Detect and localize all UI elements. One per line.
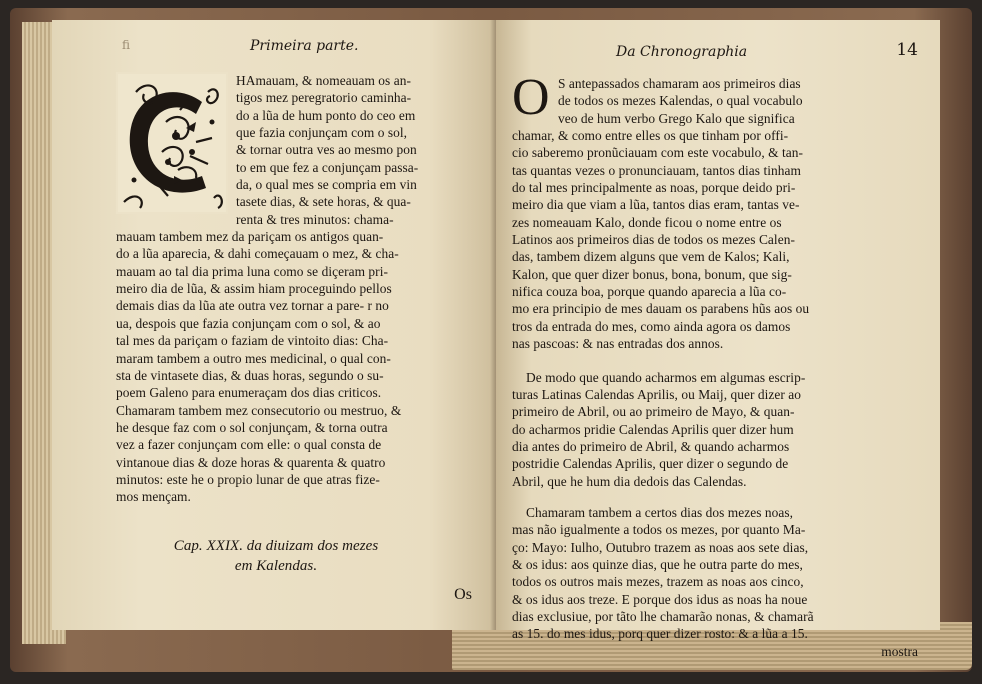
chapter-heading (116, 536, 476, 576)
right-paragraph-1 (512, 69, 922, 353)
text-line: do a lũa de hum ponto do ceo em (236, 107, 416, 123)
text-line: mauam tambem mez da pariçam os antigos quan- (116, 229, 384, 245)
text-line: poem Galeno para enumeraçam dos dias criticos. (116, 385, 382, 401)
text-line: to em que fez a conjunçam passa- (236, 159, 419, 175)
right-page (496, 20, 940, 659)
text-line: De modo que quando acharmos em algumas escrip- (526, 369, 806, 385)
text-line: do acharmos pridie Calendas Aprilis quer dizer hum (512, 421, 794, 437)
text-line: HAmauam, & nomeauam os an- (236, 73, 411, 88)
text-line: ço: Mayo: Iulho, Outubro trazem as noas aos sete dias, (512, 539, 809, 555)
right-paragraph-3 (512, 504, 922, 643)
text-line: Abril, que he hum dia dedois das Calendas. (512, 473, 747, 489)
left-body-text (116, 72, 476, 603)
text-line: mas não igualmente a todos os mezes, por quanto Ma- (512, 522, 806, 538)
text-line: das, tambem dizem alguns que vem de Kalos; Kali, (512, 249, 790, 265)
text-line: sta de vintasete dias, & duas horas, segundo o su- (116, 367, 384, 383)
right-body-text (512, 69, 922, 660)
text-line: maram tambem a outro mes medicinal, o qual con- (116, 350, 391, 366)
text-line: vintanoue dias & doze horas & quarenta & quatro (116, 454, 386, 470)
text-line: veo de hum verbo Grego Kalo que significa (558, 110, 795, 126)
text-line: do tal mes principalmente as noas, porque deido pri- (512, 180, 796, 196)
right-running-title: Da Chronographia (616, 44, 748, 60)
text-line: & os idus: aos quinze dias, que he outra parte do mes, (512, 556, 803, 572)
text-line: he desque faz com o sol conjunçam, & torna outra (116, 419, 388, 435)
text-line: do a lũa aparecia, & dahi começauam o mez, & cha- (116, 246, 399, 262)
left-page (52, 20, 496, 630)
right-catchword: mostra (881, 643, 918, 659)
text-line: turas Latinas Calendas Aprilis, ou Maij, quer dizer ao (512, 386, 802, 402)
text-line: tros da entrada do mes, como ainda agora os damos (512, 318, 791, 334)
text-line: Latinos aos primeiros dias de todos os mezes Calen- (512, 232, 795, 248)
text-line: de todos os mezes Kalendas, o qual vocabulo (558, 93, 803, 109)
left-running-title: Primeira parte. (250, 38, 359, 54)
text-line: dia antes do primeiro de Abril, & quando acharmos (512, 438, 790, 454)
text-line: & os idus aos treze. E porque dos idus as noas ha noue (512, 591, 808, 607)
right-running-head (512, 34, 922, 60)
text-line: dias exclusiue, por tãto lhe chamarão nonas, & chamarã (512, 608, 814, 624)
text-line: que fazia conjunçam com o sol, (236, 125, 408, 141)
initial-letter-O: O (512, 69, 550, 126)
text-line: primeiro de Abril, ou ao primeiro de Mayo, & quan- (512, 404, 795, 420)
text-line: ua, despois que fazia conjunçam com o sol, & ao (116, 315, 381, 331)
text-line: zes nomeauam Kalo, donde ficou o nome entre os (512, 214, 782, 230)
text-line: todos os outros mais mezes, trazem as noas aos cinco, (512, 574, 804, 590)
text-line: mos mençam. (116, 489, 191, 505)
text-line: renta & tres minutos: chama- (236, 211, 394, 227)
left-catchword: Os (454, 585, 472, 603)
text-line: nifica couza boa, porque quando aparecia a lũa co- (512, 284, 787, 300)
text-line: nas pascoas: & nas entradas dos annos. (512, 336, 724, 352)
text-line: tal mes da pariçam o faziam de vintoito dias: Cha- (116, 333, 389, 349)
text-line: demais dias da lũa ate outra vez tornar a pare- r no (116, 298, 389, 314)
text-line: postridie Calendas Aprilis, quer dizer o segundo de (512, 456, 789, 472)
text-line: da, o qual mes se compria em vin (236, 177, 417, 193)
right-paragraph-2 (512, 369, 922, 490)
chapter-heading-line: em Kalendas. (234, 557, 318, 574)
text-line: chamar, & como entre elles os que tinham por offi- (512, 128, 789, 144)
text-line: tas quantas vezes o pronunciauam, tantos dias tinham (512, 162, 801, 178)
text-line: Chamaram tambem mez consecutorio ou mestruo, & (116, 402, 402, 418)
text-line: tigos mez peregratorio caminha- (236, 90, 412, 106)
text-line: meiro dia que viam a lũa, tantos dias eram, tantas ve- (512, 197, 800, 213)
text-line: S antepassados chamaram aos primeiros dias (558, 76, 801, 91)
decorated-initial-C (116, 72, 228, 214)
chapter-heading-line: Cap. XXIX. da diuizam dos mezes (173, 537, 379, 554)
left-running-head (116, 34, 476, 56)
text-line: mauam ao tal dia prima luna como se diçeram pri- (116, 263, 388, 279)
page-number: 14 (896, 40, 918, 60)
corner-mark: fi (122, 38, 131, 52)
decorated-initial-C-icon (116, 72, 228, 214)
text-line: & tornar outra ves ao mesmo pon (236, 142, 417, 158)
text-line: minutos: este he o propio lunar de que atras fize- (116, 471, 380, 487)
text-line: tasete dias, & sete horas, & qua- (236, 194, 411, 210)
text-line: Chamaram tambem a certos dias dos mezes noas, (526, 504, 794, 520)
text-line: as 15. do mes idus, porq quer dizer rosto: & a lũa a 15. (512, 626, 808, 642)
text-line: Kalon, que quer dizer bonus, bona, bonum, que sig- (512, 266, 792, 282)
text-line: meiro dia de lũa, & assim hiam proceguindo pellos (116, 281, 392, 297)
text-line: cio saberemo pronũciauam com este vocabulo, & tan- (512, 145, 804, 161)
text-line: mo era principio de mes dauam os parabens hũs aos ou (512, 301, 810, 317)
text-line: vez a fazer conjunçam com elle: o qual consta de (116, 437, 382, 453)
